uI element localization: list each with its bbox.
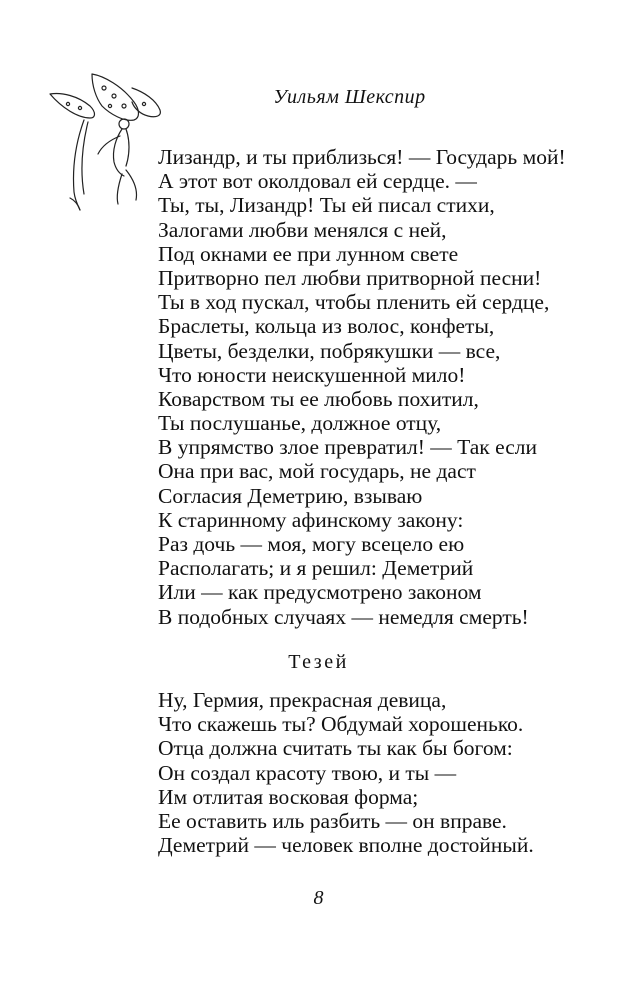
verse-line: К старинному афинскому закону: <box>158 507 464 532</box>
verse-line: Она при вас, мой государь, не даст <box>158 459 476 484</box>
author-name: Уильям Шекспир <box>273 86 426 108</box>
verse-line: Раз дочь — моя, могу всецело ею <box>158 532 465 556</box>
verse-line: Притворно пел любви притворной песни! <box>158 265 542 290</box>
verse-line: Согласия Деметрию, взываю <box>158 483 423 508</box>
verse-stanza <box>158 688 534 857</box>
fairy-illustration-icon <box>44 62 164 212</box>
verse-line: Ну, Гермия, прекрасная девица, <box>158 688 447 712</box>
verse-line: Отца должна считать ты как бы богом: <box>158 736 513 761</box>
verse-line: Им отлитая восковая форма; <box>158 784 419 809</box>
verse-line: Ты послушанье, должное отцу, <box>158 411 442 436</box>
verse-line: Цветы, безделки, побрякушки — все, <box>158 338 501 363</box>
speaker-name: Тезей <box>288 651 349 673</box>
verse-line: Ее оставить иль разбить — он вправе. <box>158 808 507 833</box>
verse-line: Под окнами ее при лунном свете <box>158 241 459 266</box>
verse-line: Или — как предусмотрено законом <box>158 580 482 605</box>
running-header <box>0 86 619 109</box>
verse-line: В упрямство злое превратил! — Так если <box>158 435 537 460</box>
verse-line: Располагать; и я решил: Деметрий <box>158 556 474 581</box>
verse-line: Ты в ход пускал, чтобы пленить ей сердце, <box>158 290 550 315</box>
verse-line: Ты, ты, Лизандр! Ты ей писал стихи, <box>158 193 495 218</box>
verse-line: А этот вот околдовал ей сердце. — <box>158 169 477 194</box>
verse-line: Лизандр, и ты приблизься! — Государь мой! <box>158 145 566 169</box>
verse-line: В подобных случаях — немедля смерть! <box>158 604 529 629</box>
verse-line: Деметрий — человек вполне достойный. <box>158 833 534 858</box>
verse-line: Коварством ты ее любовь похитил, <box>158 386 479 411</box>
page-number: 8 <box>313 887 324 909</box>
verse-line: Браслеты, кольца из волос, конфеты, <box>158 314 495 339</box>
verse-line: Залогами любви менялся с ней, <box>158 217 447 242</box>
verse-line: Что скажешь ты? Обдумай хорошенько. <box>158 712 524 737</box>
verse-line: Что юности неискушенной мило! <box>158 362 466 387</box>
verse-stanza <box>158 145 566 629</box>
verse-line: Он создал красоту твою, и ты — <box>158 760 457 785</box>
